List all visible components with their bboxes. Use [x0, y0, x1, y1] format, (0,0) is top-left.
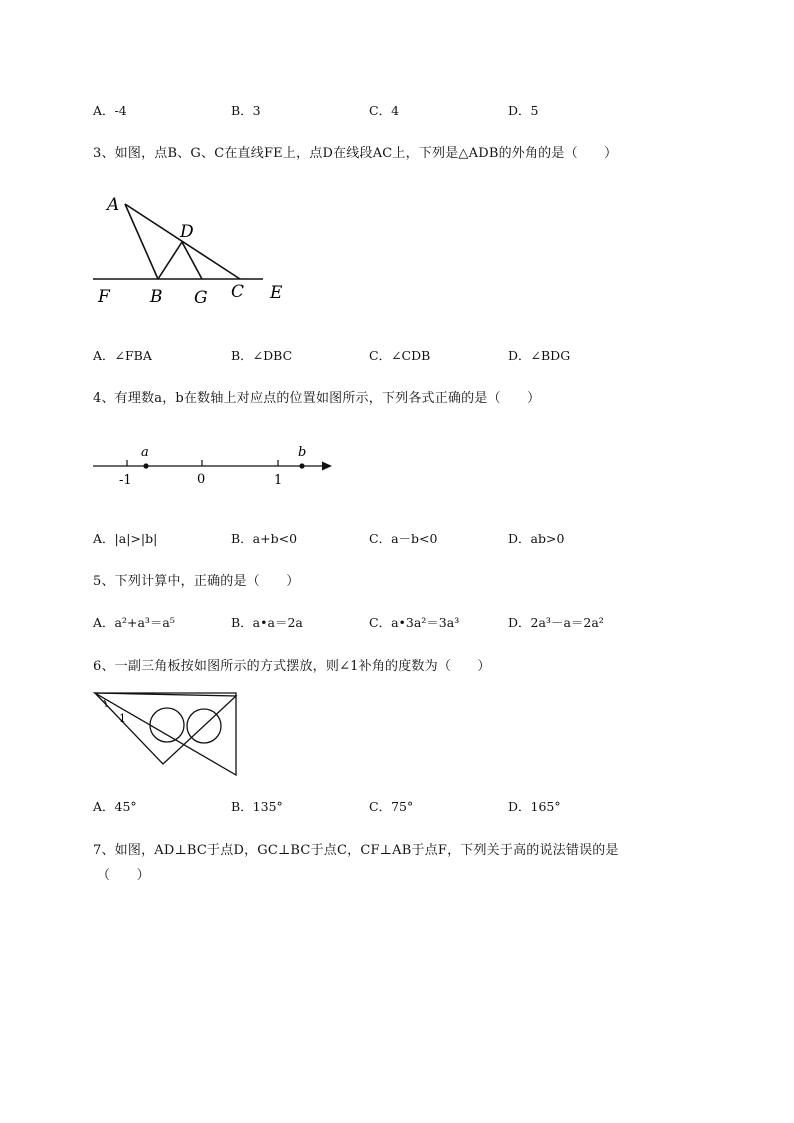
q6-option-d: D．165° [508, 799, 561, 814]
q3-option-b: B．∠DBC [231, 348, 293, 363]
q3-label-e: E [270, 283, 283, 303]
q5-option-c: C．a•3a²＝3a³ [369, 615, 460, 630]
q2-option-a: A．-4 [93, 103, 127, 118]
q5-option-a: A．a²+a³＝a⁵ [93, 615, 175, 630]
q4-label-b: b [298, 445, 307, 460]
q5-option-d: D．2a³－a＝2a² [508, 615, 604, 630]
q6-option-a: A．45° [93, 799, 137, 814]
q3-label-b: B [150, 287, 163, 307]
q3-label-c: C [231, 282, 245, 302]
q4-number-line [90, 442, 340, 492]
question-4-text: 4、有理数a，b在数轴上对应点的位置如图所示，下列各式正确的是（ ） [93, 391, 541, 406]
q3-option-c: C．∠CDB [369, 348, 431, 363]
q3-option-d: D．∠BDG [508, 348, 571, 363]
q4-option-d: D．ab>0 [508, 531, 565, 546]
q5-option-b: B．a•a＝2a [231, 615, 303, 630]
q4-tick-0: 0 [197, 472, 206, 487]
q2-option-d: D．5 [508, 103, 539, 118]
question-7-text: 7、如图，AD⊥BC于点D，GC⊥BC于点C，CF⊥AB于点F，下列关于高的说法错误的是 [93, 843, 619, 858]
question-7-bracket: （ ） [97, 868, 150, 883]
q4-tick-minus1: -1 [119, 473, 132, 488]
q3-label-a: A [107, 195, 120, 215]
q6-option-c: C．75° [369, 799, 414, 814]
q4-tick-1: 1 [274, 473, 283, 488]
q6-option-b: B．135° [231, 799, 283, 814]
q3-figure [90, 190, 290, 310]
q6-angle-label-1: 1 [119, 712, 126, 725]
q4-option-c: C．a－b<0 [369, 531, 438, 546]
q3-label-d: D [180, 222, 194, 242]
q3-label-g: G [194, 288, 208, 308]
q3-label-f: F [98, 287, 110, 307]
q6-figure [90, 688, 250, 778]
question-6-text: 6、一副三角板按如图所示的方式摆放，则∠1补角的度数为（ ） [93, 659, 491, 674]
q2-option-c: C．4 [369, 103, 400, 118]
q3-option-a: A．∠FBA [93, 348, 152, 363]
question-3-text: 3、如图，点B、G、C在直线FE上，点D在线段AC上，下列是△ADB的外角的是（ ） [93, 146, 618, 161]
q4-option-b: B．a+b<0 [231, 531, 298, 546]
q2-option-b: B．3 [231, 103, 261, 118]
q4-option-a: A．|a|>|b| [93, 531, 158, 546]
question-5-text: 5、下列计算中，正确的是（ ） [93, 574, 300, 589]
q4-label-a: a [141, 445, 149, 460]
